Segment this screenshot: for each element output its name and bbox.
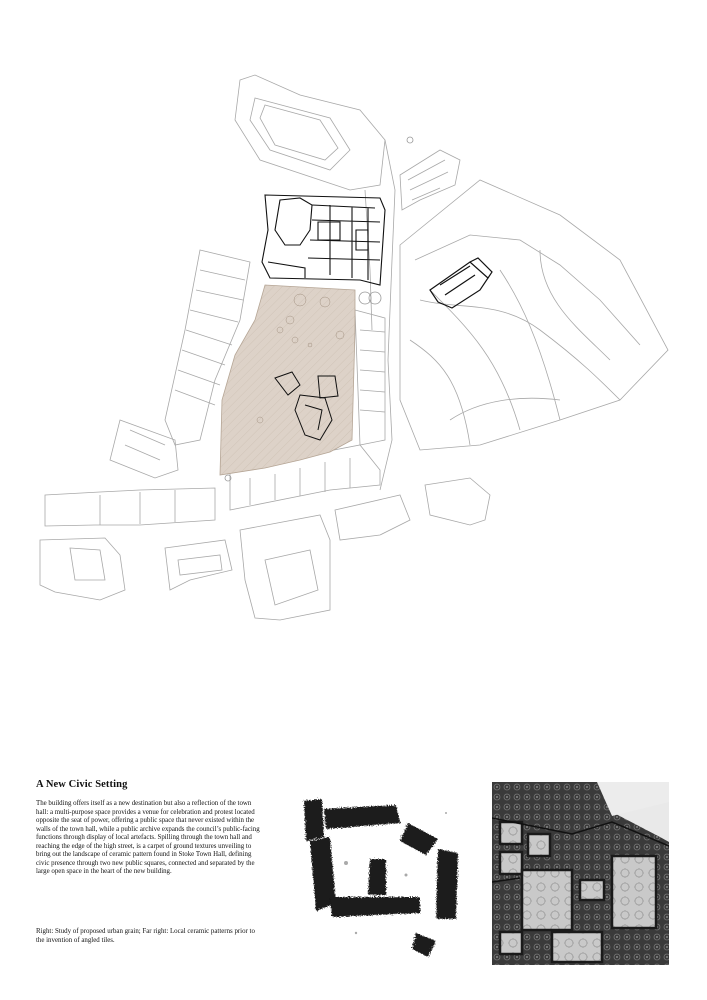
site-plan-map — [0, 60, 707, 640]
caption-paragraph: Right: Study of proposed urban grain; Far right: Local ceramic patterns prior to the invention of angled tiles. — [36, 928, 255, 944]
body-paragraph: The building offers itself as a new destination but also a reflection of the town hall: a multi-purpose space provides a venue for celebration and protest located opposite the seat of power, offering a public space that never existed within the walls of the town hall, while a public archive expands the council’s public-facing functions through display of local artefacts. Spilling through the town hall and reaching the edge of the high street, is a carpet of ground textures unveiling to bring out the landscape of ceramic pattern found in Stoke Town Hall, defining civic presence through two new public squares, connected and separated by the large open space in the heart of the new building. — [36, 800, 260, 875]
page-title: A New Civic Setting — [36, 779, 128, 790]
urban-grain-study-image — [296, 793, 468, 965]
ceramic-pattern-photo — [492, 782, 669, 965]
